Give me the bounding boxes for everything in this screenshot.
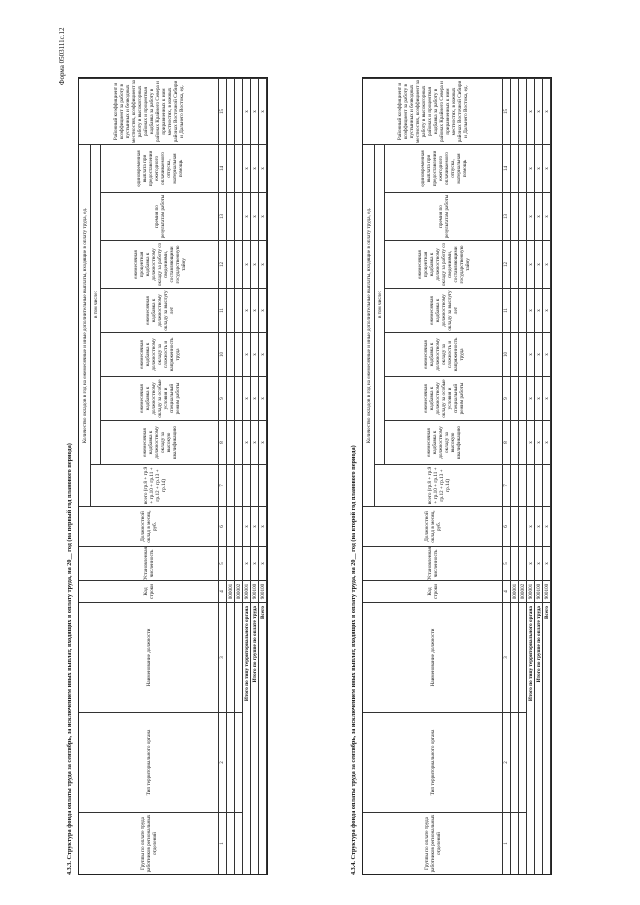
table-cell (235, 332, 243, 376)
table-cell (227, 546, 235, 580)
table-cell (535, 464, 543, 506)
header-including: в том числе: (91, 144, 101, 464)
table-cell (519, 192, 527, 240)
cross-mark: x (243, 420, 251, 464)
column-number: 4 (219, 580, 227, 602)
table-cell (259, 464, 267, 506)
column-number: 11 (219, 288, 227, 332)
column-number: 10 (219, 332, 227, 376)
header-qual: ежемесячная надбавка к должностному окладу за высокую квалификацию (385, 420, 503, 464)
column-number: 3 (503, 602, 511, 712)
table-cell (235, 506, 243, 546)
column-number: 13 (503, 192, 511, 240)
table-cell (235, 144, 243, 192)
table-cell (519, 812, 527, 874)
cross-mark: x (543, 144, 551, 192)
column-number: 5 (219, 546, 227, 580)
row-code: 000002 (235, 580, 243, 602)
table-cell (511, 420, 519, 464)
cross-mark: x (259, 288, 267, 332)
table-cell (227, 240, 235, 288)
table-cell (511, 712, 519, 812)
cross-mark: x (259, 192, 267, 240)
cross-mark: x (259, 420, 267, 464)
cross-mark: x (259, 78, 267, 144)
cross-mark: x (243, 144, 251, 192)
column-number: 9 (503, 376, 511, 420)
table-cell (227, 376, 235, 420)
cross-mark: x (543, 192, 551, 240)
cross-mark: x (527, 78, 535, 144)
table-cell (227, 192, 235, 240)
row-code: 000001 (511, 580, 519, 602)
table-cell (227, 812, 235, 874)
header-unit_type: Тип территориального органа (79, 712, 219, 812)
cross-mark: x (251, 240, 259, 288)
table-cell (519, 376, 527, 420)
cross-mark: x (527, 420, 535, 464)
header-special: ежемесячная надбавка к должностному окладу за особые условия и специальный режим работы (101, 376, 219, 420)
row-code: 000002 (519, 580, 527, 602)
cross-mark: x (535, 144, 543, 192)
cross-mark: x (259, 506, 267, 546)
column-number: 6 (219, 506, 227, 546)
row-code: 900001 (243, 580, 251, 602)
header-group: Группы по оплате труда работников региональных отделений (79, 812, 219, 874)
table-cell (511, 464, 519, 506)
table-cell (227, 332, 235, 376)
column-number: 2 (503, 712, 511, 812)
header-total: всего (гр.8 + гр.9 + гр.10 + гр.11 + гр.12 + гр.13 + гр.14) (91, 464, 219, 506)
column-number: 15 (503, 78, 511, 144)
column-number: 12 (503, 240, 511, 288)
cross-mark: x (535, 78, 543, 144)
row-code: 900100 (251, 580, 259, 602)
column-number: 11 (503, 288, 511, 332)
table-cell (511, 506, 519, 546)
cross-mark: x (251, 506, 259, 546)
header-complexity: ежемесячная надбавка к должностному окладу за сложность и напряженность труда (385, 332, 503, 376)
cross-mark: x (243, 376, 251, 420)
header-unit_type: Тип территориального органа (363, 712, 503, 812)
header-group: Группы по оплате труда работников региональных отделений (363, 812, 503, 874)
section-title: 4.3.3. Структура фонда оплаты труда за сентябрь, за исключением иных выплат, входящих в оплату труда, на 20__ год (на первый год планового периода) (66, 443, 73, 875)
total-label: Всего (259, 602, 267, 874)
header-complexity: ежемесячная надбавка к должностному окладу за сложность и напряженность труда (101, 332, 219, 376)
row-code: 900100 (535, 580, 543, 602)
section-title: 4.3.4. Структура фонда оплаты труда за сентябрь, за исключением иных выплат, входящих в оплату труда, на 20__ год (на второй год планового периода) (350, 445, 357, 875)
header-once: единовременная выплата при предоставлении ежегодного оплачиваемого отпуска, материальная помощь (385, 144, 503, 192)
column-number: 4 (503, 580, 511, 602)
header-salary: Должностной оклад в месяц, руб. (363, 506, 503, 546)
header-years: ежемесячная надбавка к должностному окладу за выслугу лет (101, 288, 219, 332)
cross-mark: x (243, 546, 251, 580)
header-special: ежемесячная надбавка к должностному окладу за особые условия и специальный режим работы (385, 376, 503, 420)
table-cell (519, 602, 527, 712)
cross-mark: x (535, 288, 543, 332)
table-cell (251, 464, 259, 506)
cross-mark: x (527, 240, 535, 288)
header-coef: Районный коэффициент и коэффициент за работу в пустынных и безводных местностях, коэффициент за работу в высокогорных районах и процентная надбавка за работу в районах Крайнего Севера и приравненных к ним местностях, в южных районах Восточной Сибири и Дальнего Востока, ед. (79, 78, 219, 144)
header-bonus: премия по результатам работы (101, 192, 219, 240)
column-number: 8 (219, 420, 227, 464)
column-number: 7 (503, 464, 511, 506)
table-cell (227, 78, 235, 144)
header-staff: Установленная численность (363, 546, 503, 580)
cross-mark: x (243, 192, 251, 240)
header-span: Количество окладов в год на ежемесячные и иные дополнительные выплаты, входящие в оплату труда, ед. (79, 144, 91, 506)
column-number: 5 (503, 546, 511, 580)
table-cell (519, 240, 527, 288)
cross-mark: x (251, 420, 259, 464)
table-cell (227, 464, 235, 506)
table-cell (227, 144, 235, 192)
header-total: всего (гр.8 + гр.9 + гр.10 + гр.11 + гр.12 + гр.13 + гр.14) (375, 464, 503, 506)
table-cell (235, 78, 243, 144)
column-number: 14 (219, 144, 227, 192)
table-cell (235, 464, 243, 506)
total-label: Всего (543, 602, 551, 874)
column-number: 14 (503, 144, 511, 192)
column-number: 15 (219, 78, 227, 144)
table-cell (511, 78, 519, 144)
column-number: 1 (219, 812, 227, 874)
cross-mark: x (243, 332, 251, 376)
cross-mark: x (251, 288, 259, 332)
header-position: Наименование должности (79, 602, 219, 712)
cross-mark: x (543, 332, 551, 376)
cross-mark: x (527, 144, 535, 192)
column-number: 6 (503, 506, 511, 546)
cross-mark: x (527, 288, 535, 332)
cross-mark: x (543, 376, 551, 420)
cross-mark: x (259, 332, 267, 376)
column-number: 7 (219, 464, 227, 506)
header-secret: ежемесячная процентная надбавка к должностному окладу за работу со сведениями, составляющими государственную тайну (385, 240, 503, 288)
structure-table (78, 77, 268, 875)
cross-mark: x (535, 240, 543, 288)
cross-mark: x (543, 506, 551, 546)
cross-mark: x (543, 546, 551, 580)
table-cell (243, 464, 251, 506)
cross-mark: x (259, 376, 267, 420)
table-cell (519, 546, 527, 580)
column-number: 12 (219, 240, 227, 288)
cross-mark: x (535, 546, 543, 580)
cross-mark: x (535, 332, 543, 376)
header-staff: Установленная численность (79, 546, 219, 580)
table-cell (511, 192, 519, 240)
table-cell (519, 420, 527, 464)
header-span: Количество окладов в год на ежемесячные и иные дополнительные выплаты, входящие в оплату труда, ед. (363, 144, 375, 506)
row-code: 900100 (259, 580, 267, 602)
header-bonus: премия по результатам работы (385, 192, 503, 240)
header-years: ежемесячная надбавка к должностному окладу за выслугу лет (385, 288, 503, 332)
header-including: в том числе: (375, 144, 385, 464)
cross-mark: x (543, 240, 551, 288)
total-label: Итого по группе по оплате труда (251, 602, 259, 874)
table-cell (227, 288, 235, 332)
table-cell (227, 602, 235, 712)
table-cell (227, 420, 235, 464)
column-number: 9 (219, 376, 227, 420)
total-label: Итого по типу территориального органа (527, 602, 535, 874)
cross-mark: x (251, 546, 259, 580)
table-cell (235, 240, 243, 288)
cross-mark: x (535, 376, 543, 420)
table-cell (543, 464, 551, 506)
table-cell (511, 812, 519, 874)
cross-mark: x (251, 376, 259, 420)
total-label: Итого по типу территориального органа (243, 602, 251, 874)
column-number: 13 (219, 192, 227, 240)
column-number: 10 (503, 332, 511, 376)
table-cell (235, 712, 243, 812)
column-number: 1 (503, 812, 511, 874)
table-cell (227, 712, 235, 812)
table-cell (235, 288, 243, 332)
table-cell (519, 78, 527, 144)
cross-mark: x (527, 192, 535, 240)
cross-mark: x (243, 506, 251, 546)
cross-mark: x (251, 332, 259, 376)
cross-mark: x (527, 332, 535, 376)
column-number: 2 (219, 712, 227, 812)
header-position: Наименование должности (363, 602, 503, 712)
table-cell (519, 506, 527, 546)
cross-mark: x (259, 144, 267, 192)
table-cell (511, 376, 519, 420)
cross-mark: x (251, 144, 259, 192)
table-cell (519, 332, 527, 376)
cross-mark: x (527, 546, 535, 580)
table-cell (511, 288, 519, 332)
cross-mark: x (251, 78, 259, 144)
header-coef: Районный коэффициент и коэффициент за работу в пустынных и безводных местностях, коэффициент за работу в высокогорных районах и процентная надбавка за работу в районах Крайнего Севера и приравненных к ним местностях, в южных районах Восточной Сибири и Дальнего Востока, ед. (363, 78, 503, 144)
cross-mark: x (535, 506, 543, 546)
cross-mark: x (543, 78, 551, 144)
header-code: Код строки (363, 580, 503, 602)
column-number: 8 (503, 420, 511, 464)
table-cell (511, 602, 519, 712)
header-code: Код строки (79, 580, 219, 602)
column-number: 3 (219, 602, 227, 712)
row-code: 000001 (227, 580, 235, 602)
row-code: 900001 (527, 580, 535, 602)
cross-mark: x (251, 192, 259, 240)
table-cell (511, 240, 519, 288)
total-label: Итого по группе по оплате труда (535, 602, 543, 874)
table-cell (519, 288, 527, 332)
header-secret: ежемесячная процентная надбавка к должностному окладу за работу со сведениями, составляющими государственную тайну (101, 240, 219, 288)
table-cell (235, 376, 243, 420)
table-cell (235, 546, 243, 580)
cross-mark: x (543, 288, 551, 332)
cross-mark: x (243, 78, 251, 144)
row-code: 900100 (543, 580, 551, 602)
structure-table (362, 77, 552, 875)
cross-mark: x (543, 420, 551, 464)
table-cell (511, 332, 519, 376)
table-cell (235, 812, 243, 874)
cross-mark: x (535, 420, 543, 464)
cross-mark: x (243, 240, 251, 288)
table-cell (511, 144, 519, 192)
header-qual: ежемесячная надбавка к должностному окладу за высокую квалификацию (101, 420, 219, 464)
table-cell (511, 546, 519, 580)
cross-mark: x (243, 288, 251, 332)
cross-mark: x (259, 240, 267, 288)
table-cell (519, 464, 527, 506)
cross-mark: x (259, 546, 267, 580)
header-once: единовременная выплата при предоставлении ежегодного оплачиваемого отпуска, материальная помощь (101, 144, 219, 192)
header-salary: Должностной оклад в месяц, руб. (79, 506, 219, 546)
table-cell (527, 464, 535, 506)
table-cell (235, 420, 243, 464)
table-cell (235, 602, 243, 712)
table-cell (227, 506, 235, 546)
table-cell (235, 192, 243, 240)
form-number: Форма 0503111с.12 (58, 27, 66, 85)
table-cell (519, 712, 527, 812)
cross-mark: x (527, 506, 535, 546)
cross-mark: x (527, 376, 535, 420)
cross-mark: x (535, 192, 543, 240)
table-cell (519, 144, 527, 192)
